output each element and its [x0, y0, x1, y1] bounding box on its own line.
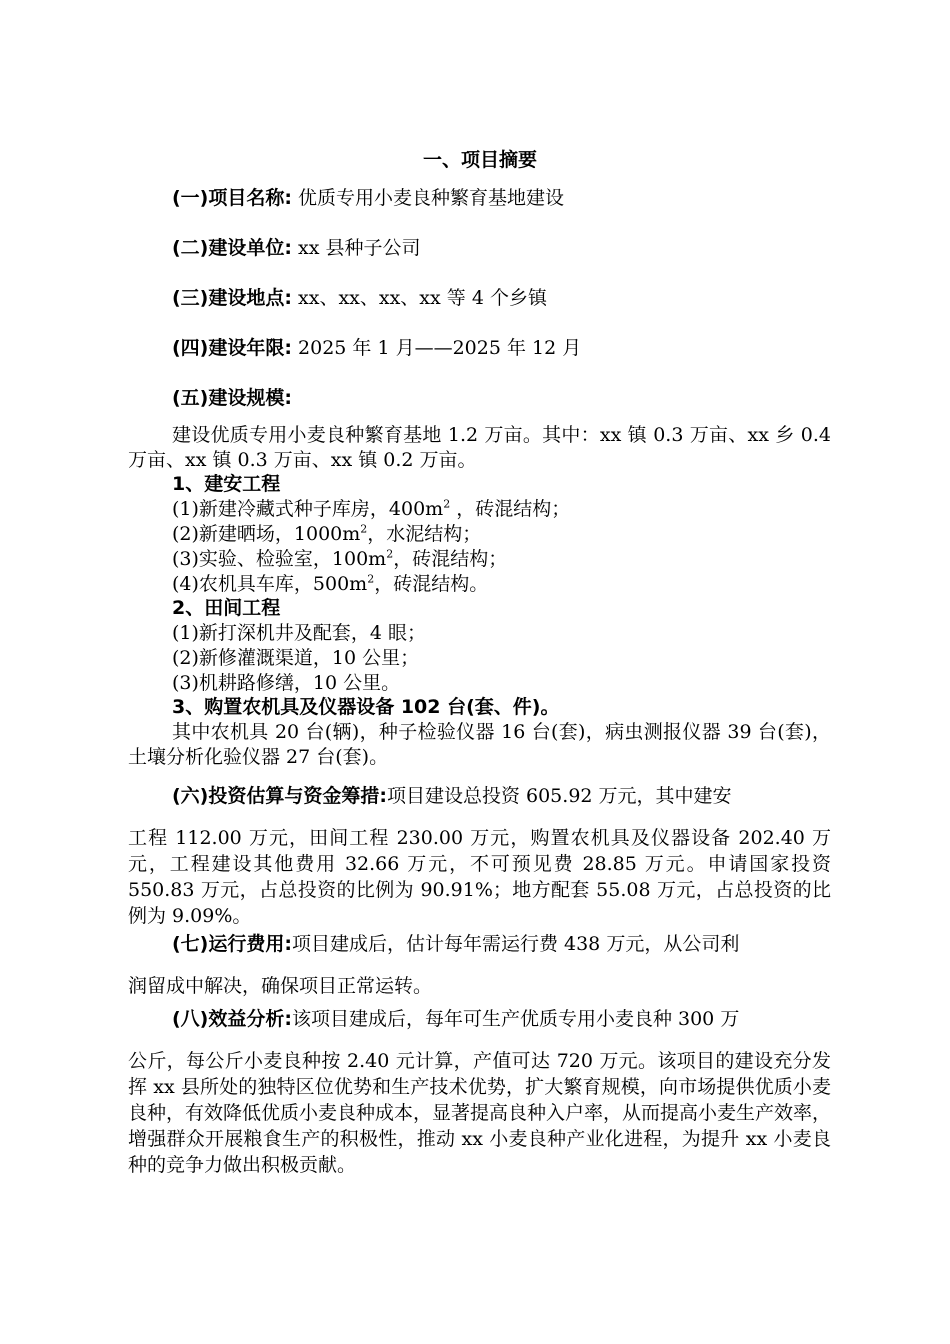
investment-first: 项目建设总投资 605.92 万元，其中建安 [386, 785, 732, 807]
benefit-first: 该项目建成后，每年可生产优质专用小麦良种 300 万 [291, 1008, 740, 1030]
item-label: (一)项目名称: [172, 187, 292, 209]
line-text: ，水泥结构； [367, 523, 482, 545]
scale-paragraph: 建设优质专用小麦良种繁育基地 1.2 万亩。其中：xx 镇 0.3 万亩、xx 乡 0.4 万亩、xx 镇 0.3 万亩、xx 镇 0.2 万亩。 [128, 424, 831, 471]
item-builder [172, 235, 421, 261]
section1-heading: 1、建安工程 [172, 473, 281, 495]
line-text: (4)农机具车库，500m [172, 573, 368, 595]
line-text: (2)新建晒场，1000m [172, 523, 361, 545]
superscript: 2 [367, 572, 375, 586]
section2-line-2: (2)新修灌溉渠道，10 公里； [172, 647, 420, 669]
superscript: 2 [360, 522, 368, 536]
section3-text: 其中农机具 20 台(辆)，种子检验仪器 16 台(套)，病虫测报仪器 39 台(套)，土壤分析化验仪器 27 台(套)。 [128, 721, 831, 768]
item-label: (五)建设规模: [172, 387, 292, 409]
operation-first: 项目建成后，估计每年需运行费 438 万元，从公司利 [291, 933, 740, 955]
section1-line-4 [172, 572, 488, 597]
item-value: 优质专用小麦良种繁育基地建设 [298, 187, 565, 209]
item-scale [172, 385, 292, 411]
line-text: ，砖混结构。 [374, 573, 489, 595]
benefit-label: (八)效益分析: [172, 1008, 292, 1030]
section-title: 一、项目摘要 [422, 149, 537, 171]
section2-heading: 2、田间工程 [172, 597, 281, 619]
item-value: xx、xx、xx、xx 等 4 个乡镇 [298, 287, 547, 309]
superscript: 2 [443, 497, 451, 511]
item-period [172, 335, 581, 361]
item-value: xx 县种子公司 [298, 237, 421, 259]
operation-label: (七)运行费用: [172, 933, 292, 955]
item-label: (四)建设年限: [172, 337, 292, 359]
section2-line-3: (3)机耕路修缮，10 公里。 [172, 672, 401, 694]
section1-line-1 [172, 497, 570, 522]
item-value: 2025 年 1 月——2025 年 12 月 [298, 337, 582, 359]
investment-rest: 工程 112.00 万元，田间工程 230.00 万元，购置农机具及仪器设备 202.40 万元，工程建设其他费用 32.66 万元，不可预见费 28.85 万元。申请国家投资 550.83 万元，占总投资的比例为 90.91%；地方配套 55.08 万元，占总投资的比例为 9.09%。 [128, 827, 831, 927]
benefit-paragraph [128, 1006, 831, 1178]
section2-line-1: (1)新打深机井及配套，4 眼； [172, 622, 427, 644]
section3-heading: 3、购置农机具及仪器设备 102 台(套、件)。 [172, 696, 560, 718]
line-text: (1)新建冷藏式种子库房，400m [172, 498, 444, 520]
line-text: ，砖混结构； [393, 548, 508, 570]
operation-paragraph [128, 931, 831, 999]
item-location [172, 285, 547, 311]
investment-paragraph [128, 783, 831, 929]
section1-line-3 [172, 547, 507, 572]
line-text: ，砖混结构； [450, 498, 571, 520]
benefit-rest: 公斤，每公斤小麦良种按 2.40 元计算，产值可达 720 万元。该项目的建设充分发挥 xx 县所处的独特区位优势和生产技术优势，扩大繁育规模，向市场提供优质小麦良种，有效降低优质小麦良种成本，显著提高良种入户率，从而提高小麦生产效率，增强群众开展粮食生产的积极性，推动 xx 小麦良种产业化进程，为提升 xx 小麦良种的竞争力做出积极贡献。 [128, 1050, 832, 1176]
operation-rest: 润留成中解决，确保项目正常运转。 [128, 975, 433, 997]
investment-label: (六)投资估算与资金筹措: [172, 785, 387, 807]
line-text: (3)实验、检验室，100m [172, 548, 387, 570]
section1-line-2 [172, 522, 481, 547]
item-project-name [172, 185, 564, 211]
item-label: (二)建设单位: [172, 237, 292, 259]
superscript: 2 [386, 547, 394, 561]
item-label: (三)建设地点: [172, 287, 292, 309]
